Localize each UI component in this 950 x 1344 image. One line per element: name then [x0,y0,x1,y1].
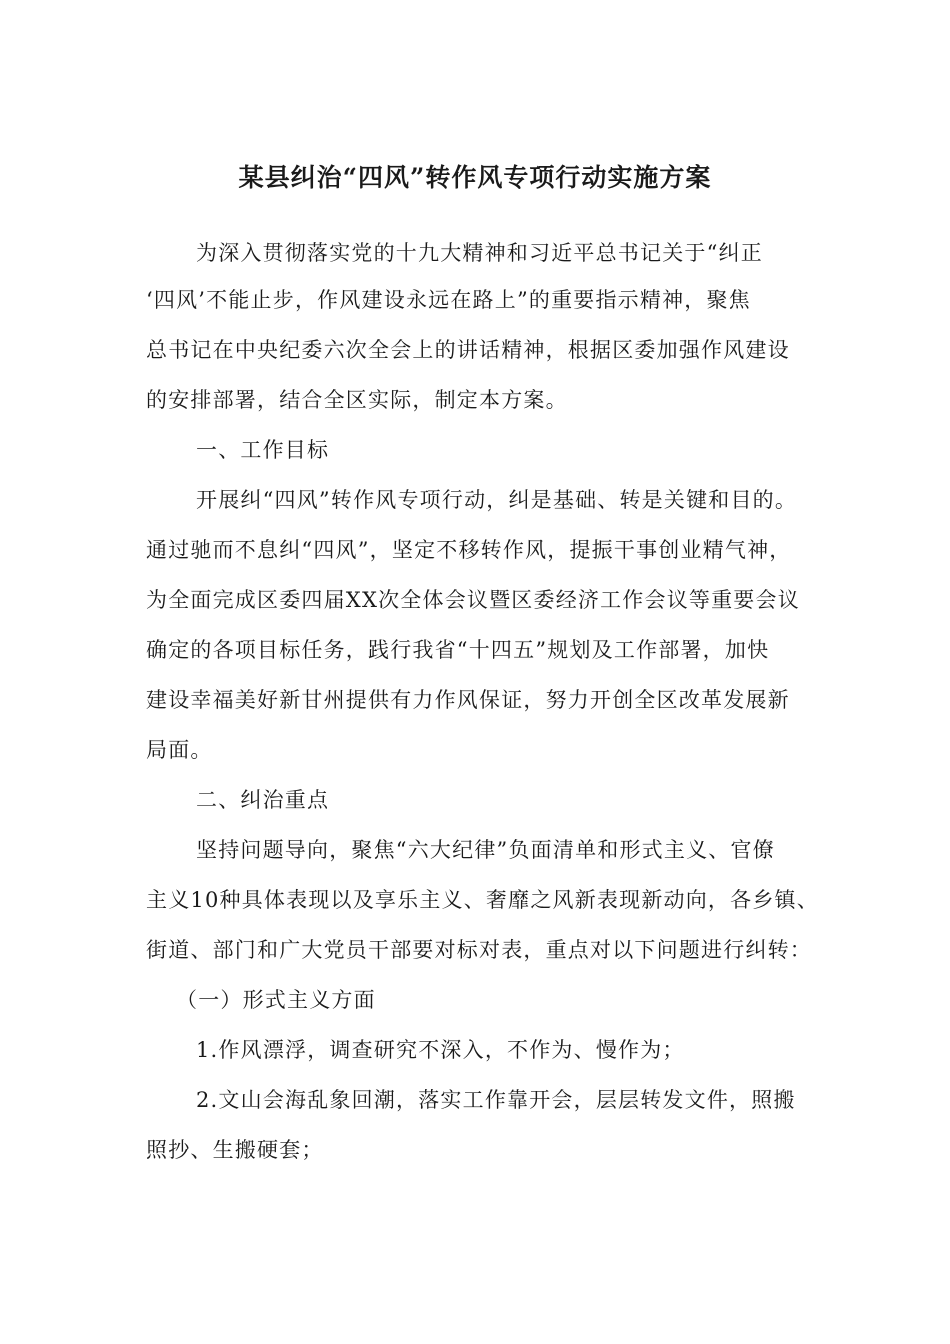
intro-line: 为深入贯彻落实党的十九大精神和习近平总书记关于“纠正 [196,241,763,265]
focus-line: 街道、部门和广大党员干部要对标对表，重点对以下问题进行纠转： [146,938,812,962]
goals-line: 建设幸福美好新甘州提供有力作风保证，努力开创全区改革发展新 [146,688,790,712]
intro-line: 总书记在中央纪委六次全会上的讲话精神，根据区委加强作风建设 [146,338,790,362]
list-item: 2.文山会海乱象回潮，落实工作靠开会，层层转发文件，照搬 [196,1088,796,1112]
focus-line: 主义10种具体表现以及享乐主义、奢靡之风新表现新动向，各乡镇、 [146,888,819,912]
intro-line: 的安排部署，结合全区实际，制定本方案。 [146,388,568,412]
goals-line: 开展纠“四风”转作风专项行动，纠是基础、转是关键和目的。 [196,488,798,512]
goals-line: 通过驰而不息纠“四风”，坚定不移转作风，提振干事创业精气神， [146,538,792,562]
subsection-heading-formalism: （一）形式主义方面 [176,988,376,1012]
intro-line: ‘四风’不能止步，作风建设永远在路上”的重要指示精神，聚焦 [146,288,751,312]
list-item: 1.作风漂浮，调查研究不深入，不作为、慢作为； [196,1038,685,1062]
list-item-continuation: 照抄、生搬硬套； [146,1138,324,1162]
section-heading-goals: 一、工作目标 [196,438,330,462]
focus-line: 坚持问题导向，聚焦“六大纪律”负面清单和形式主义、官僚 [196,838,775,862]
section-heading-focus: 二、纠治重点 [196,788,330,812]
goals-line: 为全面完成区委四届XX次全体会议暨区委经济工作会议等重要会议 [146,588,800,612]
goals-line: 局面。 [146,738,213,762]
goals-line: 确定的各项目标任务，践行我省“十四五”规划及工作部署，加快 [146,638,770,662]
document-title: 某县纠治“四风”转作风专项行动实施方案 [238,163,712,192]
